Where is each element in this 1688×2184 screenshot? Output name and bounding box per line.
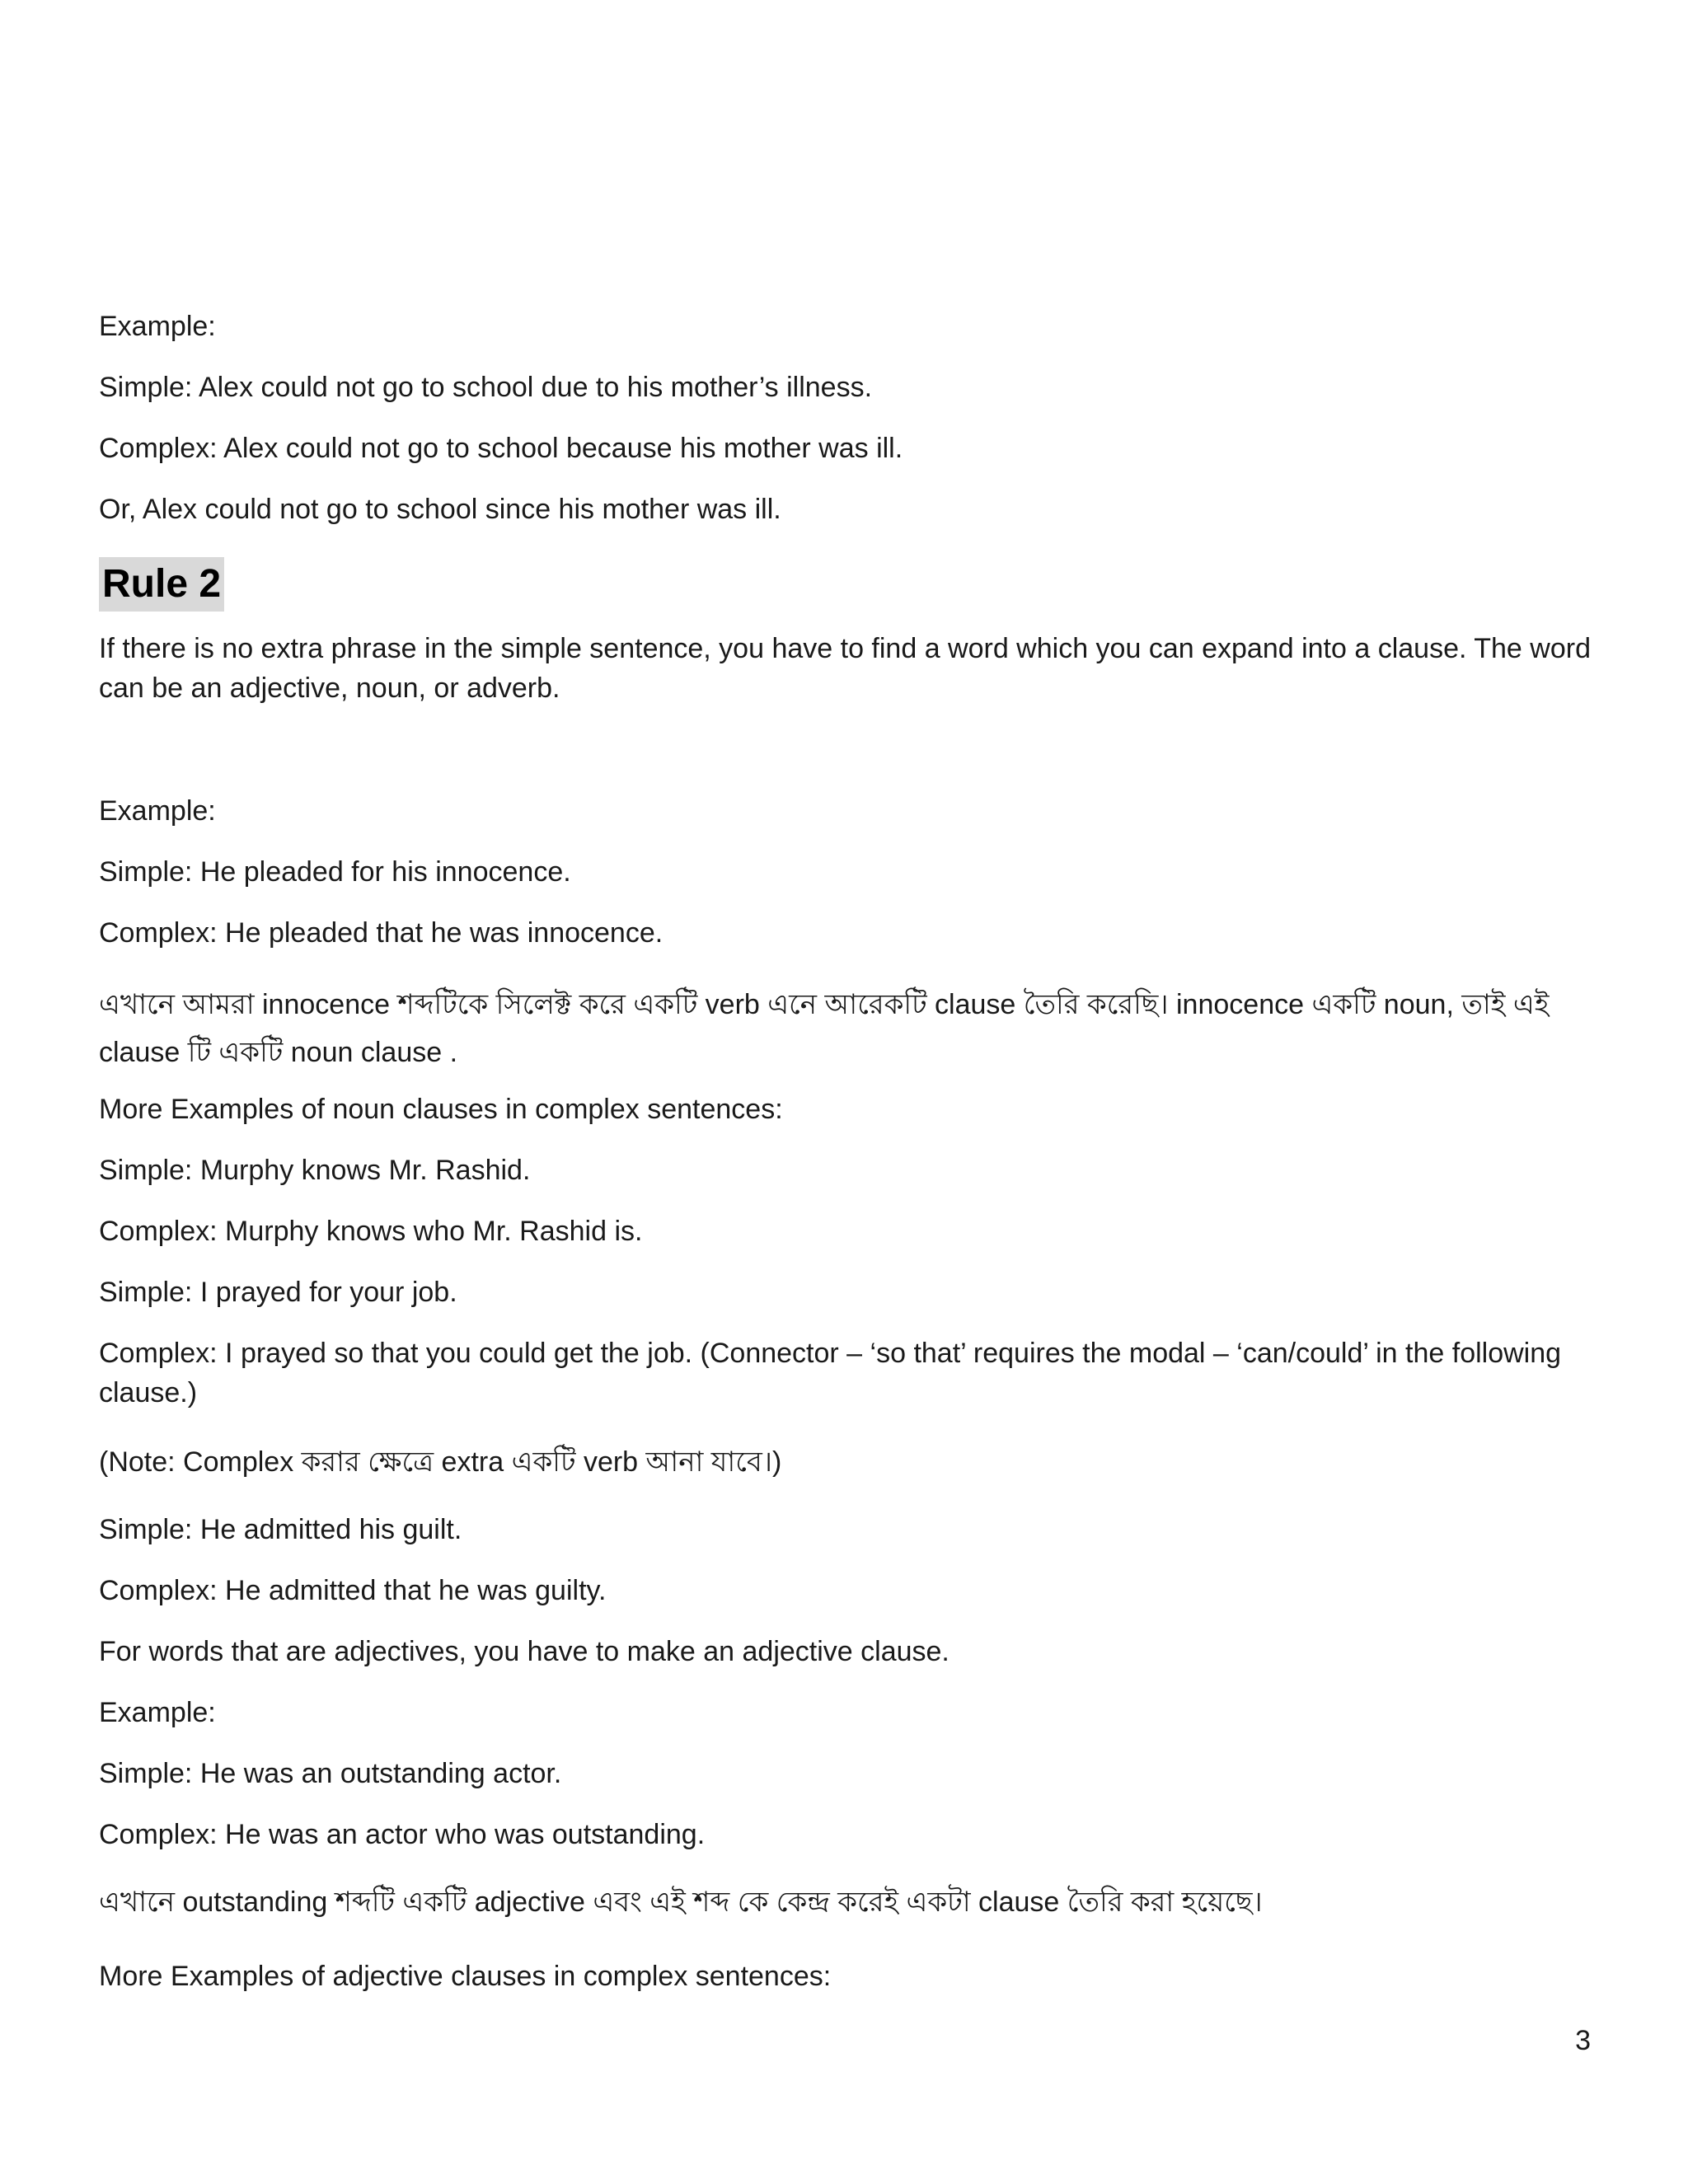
- bangla-explanation-paragraph: এখানে আমরা innocence শব্দটিকে সিলেক্ট করে একটি verb এনে আরেকটি clause তৈরি করেছি। innocence একটি noun, তাই এই clause টি একটি noun clause .: [99, 989, 1550, 1068]
- simple-sentence-line: Simple: I prayed for your job.: [99, 1277, 457, 1308]
- alternative-sentence-line: Or, Alex could not go to school since his mother was ill.: [99, 494, 781, 525]
- complex-sentence-line: Complex: He was an actor who was outstanding.: [99, 1819, 706, 1850]
- rule-description-paragraph: If there is no extra phrase in the simple sentence, you have to find a word which you can expand into a clause. The word can be an adjective, noun, or adverb.: [99, 633, 1591, 704]
- section-closing-line: More Examples of adjective clauses in complex sentences:: [99, 1961, 832, 1992]
- simple-sentence-line: Simple: Murphy knows Mr. Rashid.: [99, 1155, 531, 1186]
- complex-sentence-line: Complex: Alex could not go to school because his mother was ill.: [99, 433, 903, 464]
- example-label: Example:: [99, 795, 216, 827]
- complex-sentence-line: Complex: Murphy knows who Mr. Rashid is.: [99, 1216, 643, 1247]
- bangla-adjective-note: এখানে outstanding শব্দটি একটি adjective এবং এই শব্দ কে কেন্দ্র করেই একটা clause তৈরি করা হয়েছে।: [99, 1886, 1263, 1918]
- complex-sentence-line: Complex: He pleaded that he was innocence.: [99, 917, 663, 949]
- complex-connector-paragraph: Complex: I prayed so that you could get the job. (Connector – ‘so that’ requires the modal – ‘can/could’ in the following clause.): [99, 1338, 1562, 1408]
- section-intro-line: More Examples of noun clauses in complex sentences:: [99, 1094, 783, 1125]
- example-label: Example:: [99, 311, 216, 342]
- note-line: (Note: Complex করার ক্ষেত্রে extra একটি verb আনা যাবে।): [99, 1446, 782, 1478]
- adjective-intro-line: For words that are adjectives, you have to make an adjective clause.: [99, 1636, 950, 1667]
- simple-sentence-line: Simple: He was an outstanding actor.: [99, 1758, 562, 1789]
- example-label: Example:: [99, 1697, 216, 1728]
- complex-sentence-line: Complex: He admitted that he was guilty.: [99, 1575, 607, 1606]
- simple-sentence-line: Simple: He admitted his guilt.: [99, 1514, 462, 1545]
- rule-heading: Rule 2: [99, 557, 224, 612]
- simple-sentence-line: Simple: Alex could not go to school due to his mother’s illness.: [99, 372, 873, 403]
- page-number: 3: [1575, 2025, 1591, 2056]
- simple-sentence-line: Simple: He pleaded for his innocence.: [99, 856, 571, 888]
